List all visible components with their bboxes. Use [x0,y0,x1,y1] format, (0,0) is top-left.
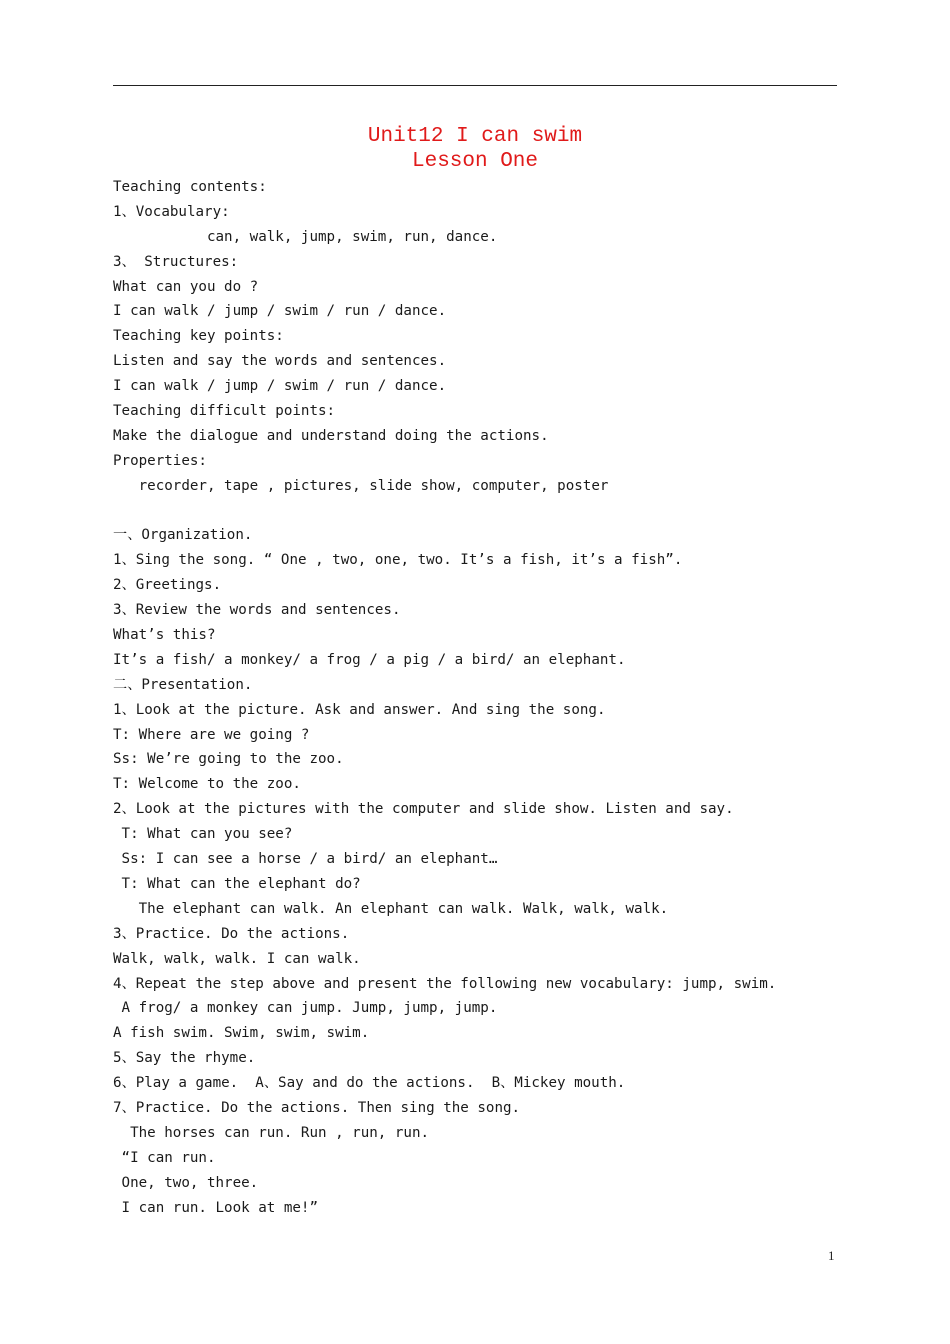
text-line: I can run. Look at me!” [113,1199,318,1216]
unit-title: Unit12 I can swim [367,125,583,148]
text-line: Ss: We’re going to the zoo. [113,751,344,768]
text-line: Make the dialogue and understand doing the actions. [113,427,549,444]
text-line: A frog/ a monkey can jump. Jump, jump, jump. [113,1000,498,1017]
text-line: The horses can run. Run , run, run. [113,1124,430,1141]
text-line: It’s a fish/ a monkey/ a frog / a pig / a bird/ an elephant. [113,651,626,668]
text-line: T: What can the elephant do? [113,875,361,892]
text-line: T: Where are we going ? [113,726,310,743]
text-line: Teaching contents: [113,179,267,195]
text-line: The elephant can walk. An elephant can walk. Walk, walk, walk. [113,900,669,917]
text-line: What’s this? [113,627,216,644]
text-line: 3、Review the words and sentences. [113,602,401,619]
text-line: One, two, three. [113,1174,259,1191]
text-line: T: Welcome to the zoo. [113,776,301,793]
text-line: 6、Play a game. A、Say and do the actions. B、Mickey mouth. [113,1075,626,1092]
text-line: 1、Sing the song. “ One , two, one, two. It’s a fish, it’s a fish”. [113,552,683,569]
text-line: What can you do ? [113,278,259,295]
text-line: 2、Look at the pictures with the computer and slide show. Listen and say. [113,801,734,818]
text-line: 3、 Structures: [113,253,239,270]
text-line: Properties: [113,452,207,469]
text-line: 7、Practice. Do the actions. Then sing the song. [113,1099,521,1116]
text-line: can, walk, jump, swim, run, dance. [113,228,498,245]
header-rule [113,85,837,86]
text-line: Teaching key points: [113,328,284,345]
page-number: 1 [828,1248,835,1263]
text-line: I can walk / jump / swim / run / dance. [113,303,447,320]
text-line: 1、Look at the picture. Ask and answer. And sing the song. [113,701,606,718]
lesson-subtitle: Lesson One [411,150,539,173]
text-line: recorder, tape , pictures, slide show, computer, poster [113,477,609,494]
text-line: Ss: I can see a horse / a bird/ an elephant… [113,851,498,868]
text-line: 5、Say the rhyme. [113,1050,256,1067]
text-line: Listen and say the words and sentences. [113,353,447,370]
text-line: Teaching difficult points: [113,403,336,420]
lesson-plan-body [113,175,837,1220]
section-heading: 一、Organization. [113,527,253,544]
blank-line [113,499,837,524]
text-line: I can walk / jump / swim / run / dance. [113,378,447,395]
text-line: 1、Vocabulary: [113,203,230,220]
text-line: A fish swim. Swim, swim, swim. [113,1025,370,1042]
section-heading: 二、Presentation. [113,676,253,693]
text-line: 2、Greetings. [113,577,222,594]
text-line: Walk, walk, walk. I can walk. [113,950,361,967]
text-line: “I can run. [113,1149,216,1166]
text-line: 4、Repeat the step above and present the following new vocabulary: jump, swim. [113,975,777,992]
lesson-title [0,124,950,174]
text-line: T: What can you see? [113,826,293,843]
text-line: 3、Practice. Do the actions. [113,925,350,942]
